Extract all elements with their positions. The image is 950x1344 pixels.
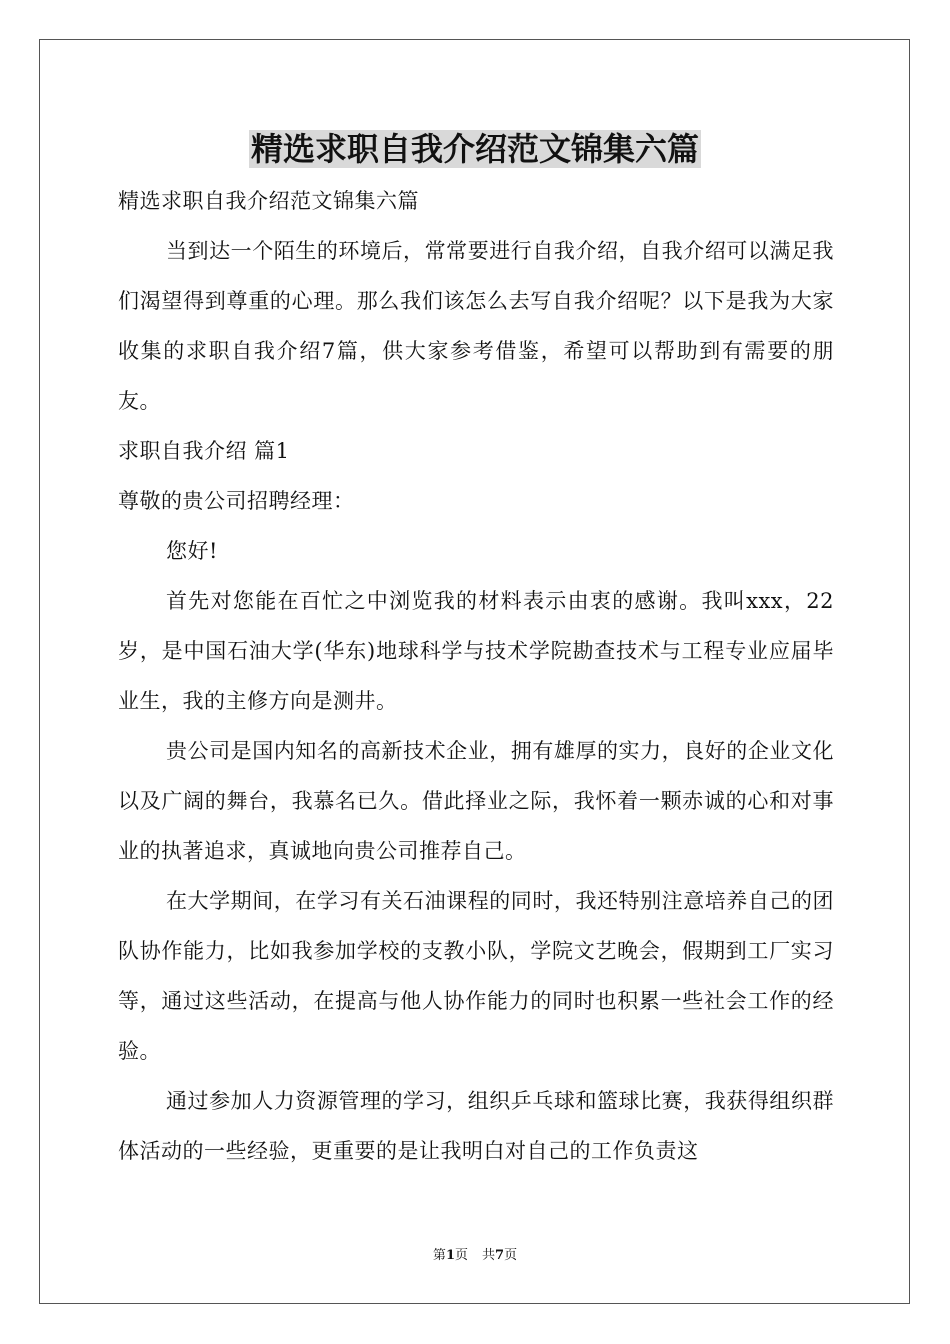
- paragraph-body: 首先对您能在百忙之中浏览我的材料表示由衷的感谢。我叫xxx，22岁，是中国石油大学(华东)地球科学与技术学院勘查技术与工程专业应届毕业生，我的主修方向是测井。: [118, 589, 834, 713]
- paragraph-body: 通过参加人力资源管理的学习，组织乒乓球和篮球比赛，我获得组织群体活动的一些经验，更重要的是让我明白对自己的工作负责这: [118, 1089, 834, 1163]
- total-suffix: 页: [504, 1248, 518, 1263]
- page-number: 1: [445, 1248, 455, 1263]
- total-prefix: 共: [482, 1248, 496, 1263]
- page-suffix: 页: [454, 1248, 468, 1263]
- page-prefix: 第: [432, 1248, 446, 1263]
- document-title-text: 精选求职自我介绍范文锦集六篇: [250, 130, 699, 168]
- document-title: [0, 126, 950, 172]
- paragraph-salutation: 尊敬的贵公司招聘经理：: [118, 489, 355, 513]
- paragraph-greeting: 您好!: [166, 539, 218, 563]
- paragraph-body: 在大学期间，在学习有关石油课程的同时，我还特别注意培养自己的团队协作能力，比如我参加学校的支教小队，学院文艺晚会，假期到工厂实习等，通过这些活动，在提高与他人协作能力的同时也积累一些社会工作的经验。: [118, 889, 834, 1063]
- page-footer: [0, 1246, 950, 1266]
- total-pages: 7: [495, 1248, 505, 1263]
- paragraph-subtitle: 精选求职自我介绍范文锦集六篇: [118, 189, 419, 213]
- document-body: [118, 176, 834, 1176]
- paragraph-intro: 当到达一个陌生的环境后，常常要进行自我介绍，自我介绍可以满足我们渴望得到尊重的心理。那么我们该怎么去写自我介绍呢？以下是我为大家收集的求职自我介绍7篇，供大家参考借鉴，希望可以帮助到有需要的朋友。: [118, 239, 834, 413]
- section-heading: 求职自我介绍 篇1: [118, 439, 290, 463]
- paragraph-body: 贵公司是国内知名的高新技术企业，拥有雄厚的实力，良好的企业文化以及广阔的舞台，我慕名已久。借此择业之际，我怀着一颗赤诚的心和对事业的执著追求，真诚地向贵公司推荐自己。: [118, 739, 834, 863]
